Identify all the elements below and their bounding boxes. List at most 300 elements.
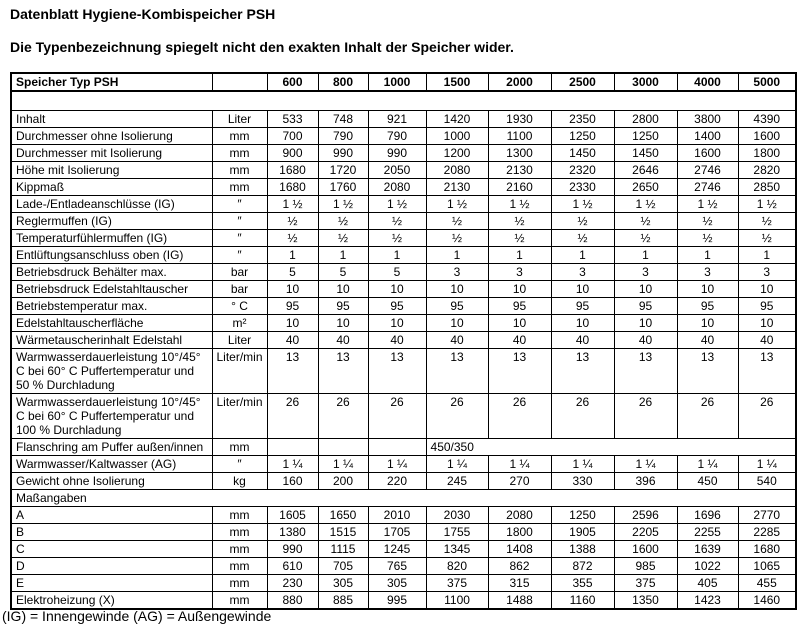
table-row — [11, 162, 796, 179]
value-cell: ½ — [614, 230, 677, 247]
value-cell: 10 — [488, 281, 551, 298]
value-cell: 95 — [738, 298, 796, 315]
value-cell: 1 ½ — [738, 196, 796, 213]
value-cell: 26 — [551, 394, 614, 439]
value-cell: 10 — [738, 281, 796, 298]
value-cell: 160 — [267, 473, 318, 490]
value-cell: 10 — [426, 315, 488, 332]
value-cell: ½ — [488, 230, 551, 247]
value-cell: 40 — [677, 332, 738, 349]
value-cell: 1680 — [267, 162, 318, 179]
value-cell: 3800 — [677, 111, 738, 128]
row-label-cell: A — [11, 507, 212, 524]
value-cell: 10 — [368, 315, 426, 332]
value-cell: 3 — [677, 264, 738, 281]
unit-cell: bar — [212, 264, 267, 281]
table-row — [11, 298, 796, 315]
value-cell: 3 — [426, 264, 488, 281]
value-cell: 1022 — [677, 558, 738, 575]
value-cell: 450 — [677, 473, 738, 490]
value-cell: 330 — [551, 473, 614, 490]
value-cell: 1 — [614, 247, 677, 264]
unit-cell: mm — [212, 575, 267, 592]
table-row — [11, 456, 796, 473]
value-cell: 1488 — [488, 592, 551, 610]
value-cell: 1 ½ — [614, 196, 677, 213]
value-cell: 13 — [614, 349, 677, 394]
value-cell: 2160 — [488, 179, 551, 196]
table-header-row — [11, 73, 796, 91]
row-label-cell: Betriebstemperatur max. — [11, 298, 212, 315]
value-cell: 40 — [738, 332, 796, 349]
row-label-cell: B — [11, 524, 212, 541]
value-cell: 1388 — [551, 541, 614, 558]
value-cell: 10 — [267, 315, 318, 332]
row-label-cell: Warmwasserdauerleistung 10°/45° C bei 60° C Puffertemperatur und 50 % Durchladung — [11, 349, 212, 394]
header-size-cell: 2500 — [551, 73, 614, 91]
value-cell: 95 — [426, 298, 488, 315]
unit-cell: ″ — [212, 196, 267, 213]
value-cell: 540 — [738, 473, 796, 490]
section-label-cell: Maßangaben — [11, 490, 796, 507]
value-cell: 1245 — [368, 541, 426, 558]
table-row — [11, 439, 796, 456]
value-cell: 1450 — [614, 145, 677, 162]
row-label-cell: Warmwasser/Kaltwasser (AG) — [11, 456, 212, 473]
value-cell: 900 — [267, 145, 318, 162]
value-cell: 2080 — [488, 507, 551, 524]
value-cell: 880 — [267, 592, 318, 610]
value-cell: 10 — [677, 281, 738, 298]
value-cell: 1 ¼ — [677, 456, 738, 473]
value-cell: 1680 — [738, 541, 796, 558]
value-cell: ½ — [488, 213, 551, 230]
row-label-cell: Temperaturfühlermuffen (IG) — [11, 230, 212, 247]
value-cell: 3 — [488, 264, 551, 281]
value-cell: 26 — [267, 394, 318, 439]
value-cell: 1400 — [677, 128, 738, 145]
value-cell: 13 — [318, 349, 368, 394]
value-cell: 26 — [318, 394, 368, 439]
value-cell: 5 — [368, 264, 426, 281]
value-cell: 230 — [267, 575, 318, 592]
value-cell: 1600 — [677, 145, 738, 162]
value-cell: 1 ¼ — [426, 456, 488, 473]
value-cell: 26 — [614, 394, 677, 439]
value-cell: 305 — [368, 575, 426, 592]
unit-cell: ″ — [212, 456, 267, 473]
value-cell: 1696 — [677, 507, 738, 524]
value-cell: ½ — [426, 213, 488, 230]
value-cell: 26 — [677, 394, 738, 439]
value-cell: 405 — [677, 575, 738, 592]
value-cell: 1 ½ — [551, 196, 614, 213]
value-cell: 10 — [614, 315, 677, 332]
value-cell: 765 — [368, 558, 426, 575]
value-cell: 2320 — [551, 162, 614, 179]
value-cell: ½ — [267, 213, 318, 230]
value-cell: ½ — [368, 213, 426, 230]
value-cell: 1065 — [738, 558, 796, 575]
row-label-cell: Lade-/Entladeanschlüsse (IG) — [11, 196, 212, 213]
value-cell: 1 — [426, 247, 488, 264]
value-cell: 748 — [318, 111, 368, 128]
header-size-cell: 3000 — [614, 73, 677, 91]
unit-cell: ″ — [212, 230, 267, 247]
value-cell: 1 — [488, 247, 551, 264]
value-cell: 95 — [551, 298, 614, 315]
spec-table — [10, 72, 797, 610]
row-label-cell: Reglermuffen (IG) — [11, 213, 212, 230]
unit-cell: Liter/min — [212, 394, 267, 439]
value-cell: 1450 — [551, 145, 614, 162]
value-cell: 2255 — [677, 524, 738, 541]
table-row — [11, 349, 796, 394]
row-label-cell: C — [11, 541, 212, 558]
spacer-cell — [11, 91, 796, 111]
row-label-cell: Gewicht ohne Isolierung — [11, 473, 212, 490]
value-cell: 10 — [318, 281, 368, 298]
header-label-cell: Speicher Typ PSH — [11, 73, 212, 91]
value-cell: 1 — [267, 247, 318, 264]
value-cell: 26 — [426, 394, 488, 439]
value-cell: 2800 — [614, 111, 677, 128]
value-cell: 1350 — [614, 592, 677, 610]
value-cell: 1460 — [738, 592, 796, 610]
value-cell: 2746 — [677, 162, 738, 179]
value-cell: 3 — [614, 264, 677, 281]
value-cell: 26 — [368, 394, 426, 439]
table-row — [11, 230, 796, 247]
value-cell: 355 — [551, 575, 614, 592]
header-unit-cell — [212, 73, 267, 91]
value-cell: 985 — [614, 558, 677, 575]
unit-cell: mm — [212, 128, 267, 145]
value-cell: 885 — [318, 592, 368, 610]
value-cell: 315 — [488, 575, 551, 592]
value-cell: 1408 — [488, 541, 551, 558]
value-cell: 1250 — [551, 128, 614, 145]
row-label-cell: Betriebsdruck Behälter max. — [11, 264, 212, 281]
merged-value-cell: 450/350 — [426, 439, 796, 456]
value-cell: 1 ¼ — [738, 456, 796, 473]
header-size-cell: 600 — [267, 73, 318, 91]
value-cell: 1160 — [551, 592, 614, 610]
value-cell: 200 — [318, 473, 368, 490]
value-cell: 305 — [318, 575, 368, 592]
value-cell: 2596 — [614, 507, 677, 524]
table-row — [11, 394, 796, 439]
table-row — [11, 264, 796, 281]
value-cell: 95 — [488, 298, 551, 315]
unit-cell: Liter — [212, 111, 267, 128]
value-cell: 40 — [318, 332, 368, 349]
value-cell: 10 — [738, 315, 796, 332]
table-row — [11, 473, 796, 490]
value-cell: 1 ¼ — [488, 456, 551, 473]
unit-cell: mm — [212, 507, 267, 524]
value-cell: ½ — [426, 230, 488, 247]
value-cell: 2350 — [551, 111, 614, 128]
footer-note: (IG) = Innengewinde (AG) = Außengewinde — [2, 608, 272, 624]
value-cell: ½ — [318, 230, 368, 247]
header-size-cell: 2000 — [488, 73, 551, 91]
value-cell: ½ — [738, 230, 796, 247]
row-label-cell: Warmwasserdauerleistung 10°/45° C bei 60° C Puffertemperatur und 100 % Durchladung — [11, 394, 212, 439]
value-cell: ½ — [318, 213, 368, 230]
row-label-cell: Durchmesser mit Isolierung — [11, 145, 212, 162]
value-cell: 13 — [738, 349, 796, 394]
value-cell: 1 ½ — [368, 196, 426, 213]
page-subtitle: Die Typenbezeichnung spiegelt nicht den exakten Inhalt der Speicher wider. — [10, 39, 514, 55]
unit-cell: ° C — [212, 298, 267, 315]
value-cell: 10 — [488, 315, 551, 332]
value-cell: 10 — [551, 315, 614, 332]
unit-cell: mm — [212, 179, 267, 196]
value-cell: ½ — [551, 213, 614, 230]
unit-cell: mm — [212, 558, 267, 575]
value-cell: 1800 — [488, 524, 551, 541]
value-cell: 2030 — [426, 507, 488, 524]
value-cell: 2050 — [368, 162, 426, 179]
value-cell: 40 — [426, 332, 488, 349]
row-label-cell: Durchmesser ohne Isolierung — [11, 128, 212, 145]
value-cell: 610 — [267, 558, 318, 575]
value-cell: 1420 — [426, 111, 488, 128]
page-title: Datenblatt Hygiene-Kombispeicher PSH — [10, 6, 276, 22]
value-cell: 26 — [488, 394, 551, 439]
value-cell: 455 — [738, 575, 796, 592]
value-cell: 2080 — [426, 162, 488, 179]
row-label-cell: Höhe mit Isolierung — [11, 162, 212, 179]
value-cell: 95 — [677, 298, 738, 315]
value-cell: ½ — [368, 230, 426, 247]
value-cell: 13 — [677, 349, 738, 394]
value-cell: 10 — [677, 315, 738, 332]
value-cell: 4390 — [738, 111, 796, 128]
value-cell: 1300 — [488, 145, 551, 162]
value-cell: 1600 — [738, 128, 796, 145]
value-cell: 1345 — [426, 541, 488, 558]
value-cell: 790 — [368, 128, 426, 145]
value-cell: 1650 — [318, 507, 368, 524]
value-cell: 10 — [614, 281, 677, 298]
table-row — [11, 558, 796, 575]
value-cell: 2285 — [738, 524, 796, 541]
value-cell: 872 — [551, 558, 614, 575]
value-cell: 1100 — [488, 128, 551, 145]
value-cell: 1 ½ — [426, 196, 488, 213]
value-cell: 2746 — [677, 179, 738, 196]
value-cell: 1639 — [677, 541, 738, 558]
unit-cell: kg — [212, 473, 267, 490]
value-cell: 862 — [488, 558, 551, 575]
value-cell: 2080 — [368, 179, 426, 196]
value-cell: 1 ¼ — [551, 456, 614, 473]
table-row — [11, 128, 796, 145]
table-row — [11, 315, 796, 332]
value-cell: ½ — [614, 213, 677, 230]
value-cell: 790 — [318, 128, 368, 145]
value-cell: 1680 — [267, 179, 318, 196]
value-cell: 13 — [368, 349, 426, 394]
value-cell: 10 — [426, 281, 488, 298]
value-cell: 2770 — [738, 507, 796, 524]
row-label-cell: Elektroheizung (X) — [11, 592, 212, 610]
value-cell: 1755 — [426, 524, 488, 541]
table-row — [11, 281, 796, 298]
value-cell: 1 — [368, 247, 426, 264]
value-cell: 1720 — [318, 162, 368, 179]
unit-cell: mm — [212, 145, 267, 162]
value-cell: 1 ½ — [488, 196, 551, 213]
table-row — [11, 592, 796, 610]
value-cell: 40 — [267, 332, 318, 349]
header-size-cell: 4000 — [677, 73, 738, 91]
value-cell: 1 — [677, 247, 738, 264]
row-label-cell: E — [11, 575, 212, 592]
unit-cell: Liter/min — [212, 349, 267, 394]
unit-cell: ″ — [212, 247, 267, 264]
header-size-cell: 800 — [318, 73, 368, 91]
table-row — [11, 179, 796, 196]
row-label-cell: Edelstahltauscherfläche — [11, 315, 212, 332]
value-cell: 1115 — [318, 541, 368, 558]
value-cell: 1 — [551, 247, 614, 264]
unit-cell: bar — [212, 281, 267, 298]
value-cell: 700 — [267, 128, 318, 145]
unit-cell: mm — [212, 541, 267, 558]
value-cell: 13 — [267, 349, 318, 394]
value-cell: 375 — [614, 575, 677, 592]
value-cell: 10 — [551, 281, 614, 298]
value-cell: ½ — [267, 230, 318, 247]
value-cell: 820 — [426, 558, 488, 575]
value-cell: 1 — [318, 247, 368, 264]
header-size-cell: 1000 — [368, 73, 426, 91]
value-cell: 3 — [551, 264, 614, 281]
unit-cell: mm — [212, 524, 267, 541]
value-cell — [318, 439, 368, 456]
value-cell: 1515 — [318, 524, 368, 541]
value-cell: 2205 — [614, 524, 677, 541]
table-row — [11, 541, 796, 558]
row-label-cell: Kippmaß — [11, 179, 212, 196]
value-cell: 3 — [738, 264, 796, 281]
unit-cell: mm — [212, 439, 267, 456]
unit-cell: ″ — [212, 213, 267, 230]
value-cell: 1 ½ — [267, 196, 318, 213]
value-cell: 95 — [614, 298, 677, 315]
value-cell: 396 — [614, 473, 677, 490]
value-cell: 1 — [738, 247, 796, 264]
value-cell: 5 — [318, 264, 368, 281]
value-cell: 1 ½ — [318, 196, 368, 213]
value-cell: 95 — [267, 298, 318, 315]
value-cell: 2646 — [614, 162, 677, 179]
table-row — [11, 213, 796, 230]
value-cell: 2130 — [426, 179, 488, 196]
value-cell: 2010 — [368, 507, 426, 524]
spacer-row — [11, 91, 796, 111]
value-cell: 2330 — [551, 179, 614, 196]
value-cell: 95 — [318, 298, 368, 315]
value-cell: 2820 — [738, 162, 796, 179]
value-cell: 1 ¼ — [267, 456, 318, 473]
value-cell: 990 — [318, 145, 368, 162]
value-cell: 1905 — [551, 524, 614, 541]
value-cell: 13 — [551, 349, 614, 394]
value-cell: 1600 — [614, 541, 677, 558]
value-cell: 40 — [368, 332, 426, 349]
value-cell: 10 — [368, 281, 426, 298]
value-cell: 375 — [426, 575, 488, 592]
value-cell: 1250 — [551, 507, 614, 524]
value-cell: 40 — [488, 332, 551, 349]
header-size-cell: 5000 — [738, 73, 796, 91]
row-label-cell: Wärmetauscherinhalt Edelstahl — [11, 332, 212, 349]
value-cell: ½ — [738, 213, 796, 230]
value-cell: ½ — [677, 230, 738, 247]
value-cell: 1250 — [614, 128, 677, 145]
value-cell: 921 — [368, 111, 426, 128]
value-cell: 40 — [614, 332, 677, 349]
value-cell: 95 — [368, 298, 426, 315]
value-cell: 1200 — [426, 145, 488, 162]
value-cell: 1605 — [267, 507, 318, 524]
value-cell: 270 — [488, 473, 551, 490]
unit-cell: Liter — [212, 332, 267, 349]
value-cell: 995 — [368, 592, 426, 610]
value-cell: 26 — [738, 394, 796, 439]
unit-cell: mm — [212, 592, 267, 610]
value-cell: 10 — [267, 281, 318, 298]
row-label-cell: Inhalt — [11, 111, 212, 128]
value-cell: 1930 — [488, 111, 551, 128]
row-label-cell: D — [11, 558, 212, 575]
unit-cell: mm — [212, 162, 267, 179]
table-row — [11, 575, 796, 592]
value-cell: 10 — [318, 315, 368, 332]
value-cell: 13 — [426, 349, 488, 394]
table-row — [11, 507, 796, 524]
header-size-cell: 1500 — [426, 73, 488, 91]
unit-cell: m² — [212, 315, 267, 332]
value-cell: 13 — [488, 349, 551, 394]
value-cell: 2650 — [614, 179, 677, 196]
table-row — [11, 247, 796, 264]
table-row — [11, 196, 796, 213]
value-cell: 2130 — [488, 162, 551, 179]
value-cell: 705 — [318, 558, 368, 575]
value-cell — [368, 439, 426, 456]
table-row — [11, 524, 796, 541]
value-cell: 245 — [426, 473, 488, 490]
row-label-cell: Flanschring am Puffer außen/innen — [11, 439, 212, 456]
value-cell: ½ — [677, 213, 738, 230]
value-cell: 1423 — [677, 592, 738, 610]
value-cell: 1100 — [426, 592, 488, 610]
value-cell: 1800 — [738, 145, 796, 162]
row-label-cell: Entlüftungsanschluss oben (IG) — [11, 247, 212, 264]
table-row — [11, 111, 796, 128]
section-row — [11, 490, 796, 507]
value-cell: 1760 — [318, 179, 368, 196]
table-row — [11, 332, 796, 349]
value-cell: 990 — [267, 541, 318, 558]
value-cell: 2850 — [738, 179, 796, 196]
value-cell: 5 — [267, 264, 318, 281]
